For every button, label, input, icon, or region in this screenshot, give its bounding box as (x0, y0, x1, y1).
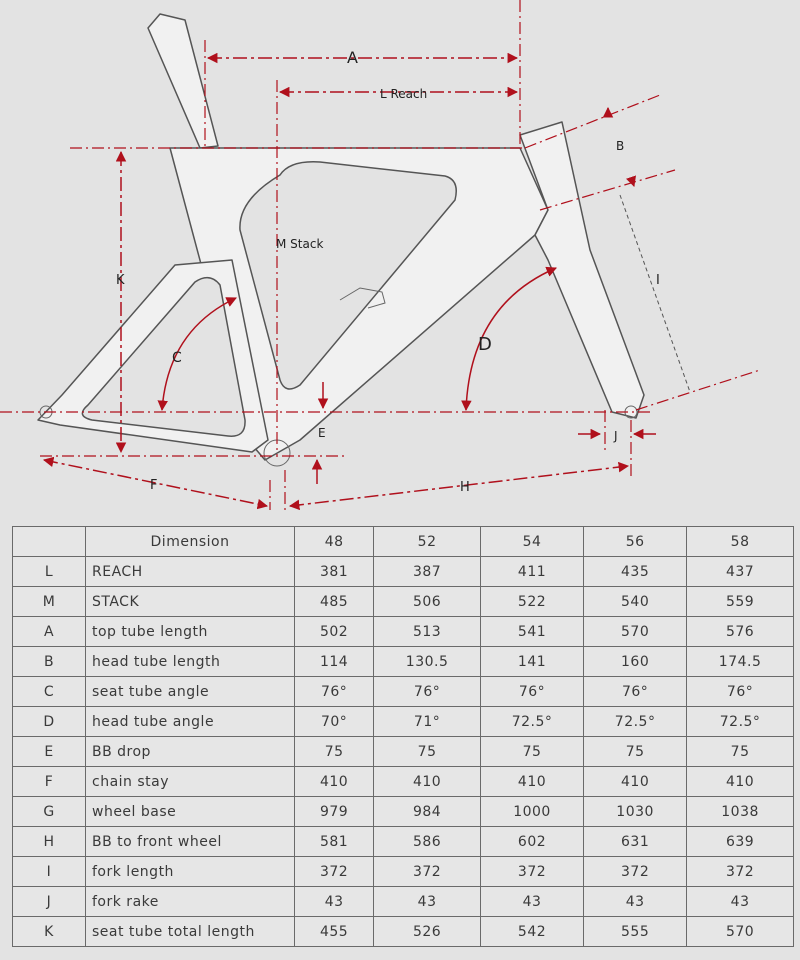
row-name: STACK (86, 587, 295, 617)
row-value: 75 (687, 737, 794, 767)
row-value: 75 (295, 737, 374, 767)
row-value: 506 (374, 587, 481, 617)
row-value: 435 (584, 557, 687, 587)
row-value: 75 (480, 737, 583, 767)
table-row (13, 587, 794, 617)
row-value: 542 (480, 917, 583, 947)
row-value: 576 (687, 617, 794, 647)
row-value: 437 (687, 557, 794, 587)
row-value: 372 (584, 857, 687, 887)
row-code: A (13, 617, 86, 647)
row-value: 541 (480, 617, 583, 647)
table-row (13, 827, 794, 857)
row-value: 72.5° (480, 707, 583, 737)
table-row (13, 647, 794, 677)
row-value: 540 (584, 587, 687, 617)
row-code: F (13, 767, 86, 797)
row-value: 70° (295, 707, 374, 737)
row-code: B (13, 647, 86, 677)
row-value: 76° (295, 677, 374, 707)
row-value: 526 (374, 917, 481, 947)
row-value: 502 (295, 617, 374, 647)
label-f: F (150, 478, 158, 493)
table-row (13, 917, 794, 947)
row-value: 160 (584, 647, 687, 677)
row-name: BB drop (86, 737, 295, 767)
row-value: 174.5 (687, 647, 794, 677)
row-code: G (13, 797, 86, 827)
row-value: 43 (480, 887, 583, 917)
row-value: 141 (480, 647, 583, 677)
row-value: 513 (374, 617, 481, 647)
row-name: seat tube angle (86, 677, 295, 707)
row-value: 570 (687, 917, 794, 947)
row-value: 570 (584, 617, 687, 647)
geometry-table (12, 526, 794, 947)
row-value: 71° (374, 707, 481, 737)
row-name: chain stay (86, 767, 295, 797)
header-dimension-cell: Dimension (86, 527, 295, 557)
table-row (13, 767, 794, 797)
row-name: seat tube total length (86, 917, 295, 947)
row-value: 1000 (480, 797, 583, 827)
row-code: L (13, 557, 86, 587)
table-row (13, 887, 794, 917)
row-value: 559 (687, 587, 794, 617)
row-value: 75 (584, 737, 687, 767)
label-e: E (318, 426, 326, 440)
table-row (13, 707, 794, 737)
row-value: 410 (295, 767, 374, 797)
row-value: 43 (687, 887, 794, 917)
row-name: fork length (86, 857, 295, 887)
table-row (13, 797, 794, 827)
header-size-54: 54 (480, 527, 583, 557)
header-size-48: 48 (295, 527, 374, 557)
row-value: 522 (480, 587, 583, 617)
row-value: 602 (480, 827, 583, 857)
row-value: 586 (374, 827, 481, 857)
row-value: 410 (374, 767, 481, 797)
row-value: 410 (480, 767, 583, 797)
label-stack: M Stack (276, 237, 324, 251)
row-value: 114 (295, 647, 374, 677)
row-value: 984 (374, 797, 481, 827)
table-row (13, 857, 794, 887)
row-code: K (13, 917, 86, 947)
row-value: 72.5° (584, 707, 687, 737)
table-header-row (13, 527, 794, 557)
row-value: 43 (374, 887, 481, 917)
row-name: BB to front wheel (86, 827, 295, 857)
row-name: head tube angle (86, 707, 295, 737)
row-value: 979 (295, 797, 374, 827)
row-value: 631 (584, 827, 687, 857)
row-value: 43 (295, 887, 374, 917)
row-name: top tube length (86, 617, 295, 647)
label-b: B (616, 139, 625, 153)
row-value: 372 (480, 857, 583, 887)
row-name: fork rake (86, 887, 295, 917)
row-value: 76° (584, 677, 687, 707)
label-j: J (614, 429, 618, 443)
row-value: 372 (295, 857, 374, 887)
row-value: 410 (687, 767, 794, 797)
dimension-b-bottom-arrow (632, 180, 634, 186)
header-code-cell (13, 527, 86, 557)
label-h: H (460, 480, 470, 495)
row-value: 72.5° (687, 707, 794, 737)
row-value: 410 (584, 767, 687, 797)
row-code: J (13, 887, 86, 917)
row-code: E (13, 737, 86, 767)
row-code: M (13, 587, 86, 617)
table-row (13, 677, 794, 707)
row-value: 75 (374, 737, 481, 767)
header-size-52: 52 (374, 527, 481, 557)
row-name: REACH (86, 557, 295, 587)
row-value: 581 (295, 827, 374, 857)
row-code: I (13, 857, 86, 887)
row-value: 639 (687, 827, 794, 857)
row-code: D (13, 707, 86, 737)
row-value: 1030 (584, 797, 687, 827)
row-value: 485 (295, 587, 374, 617)
label-a: A (347, 48, 358, 67)
row-value: 76° (480, 677, 583, 707)
row-code: C (13, 677, 86, 707)
label-d: D (478, 334, 492, 355)
row-value: 1038 (687, 797, 794, 827)
label-c: C (172, 350, 182, 366)
row-value: 411 (480, 557, 583, 587)
row-value: 372 (374, 857, 481, 887)
table-row (13, 617, 794, 647)
label-i: I (656, 273, 660, 288)
label-k: K (116, 273, 125, 288)
row-name: wheel base (86, 797, 295, 827)
row-value: 555 (584, 917, 687, 947)
row-code: H (13, 827, 86, 857)
row-value: 76° (687, 677, 794, 707)
header-size-58: 58 (687, 527, 794, 557)
header-size-56: 56 (584, 527, 687, 557)
row-value: 43 (584, 887, 687, 917)
row-value: 130.5 (374, 647, 481, 677)
label-reach: L Reach (380, 87, 428, 101)
row-value: 381 (295, 557, 374, 587)
row-value: 76° (374, 677, 481, 707)
row-name: head tube length (86, 647, 295, 677)
table-row (13, 737, 794, 767)
row-value: 387 (374, 557, 481, 587)
row-value: 455 (295, 917, 374, 947)
table-row (13, 557, 794, 587)
dimension-h-arrow (290, 466, 628, 506)
row-value: 372 (687, 857, 794, 887)
